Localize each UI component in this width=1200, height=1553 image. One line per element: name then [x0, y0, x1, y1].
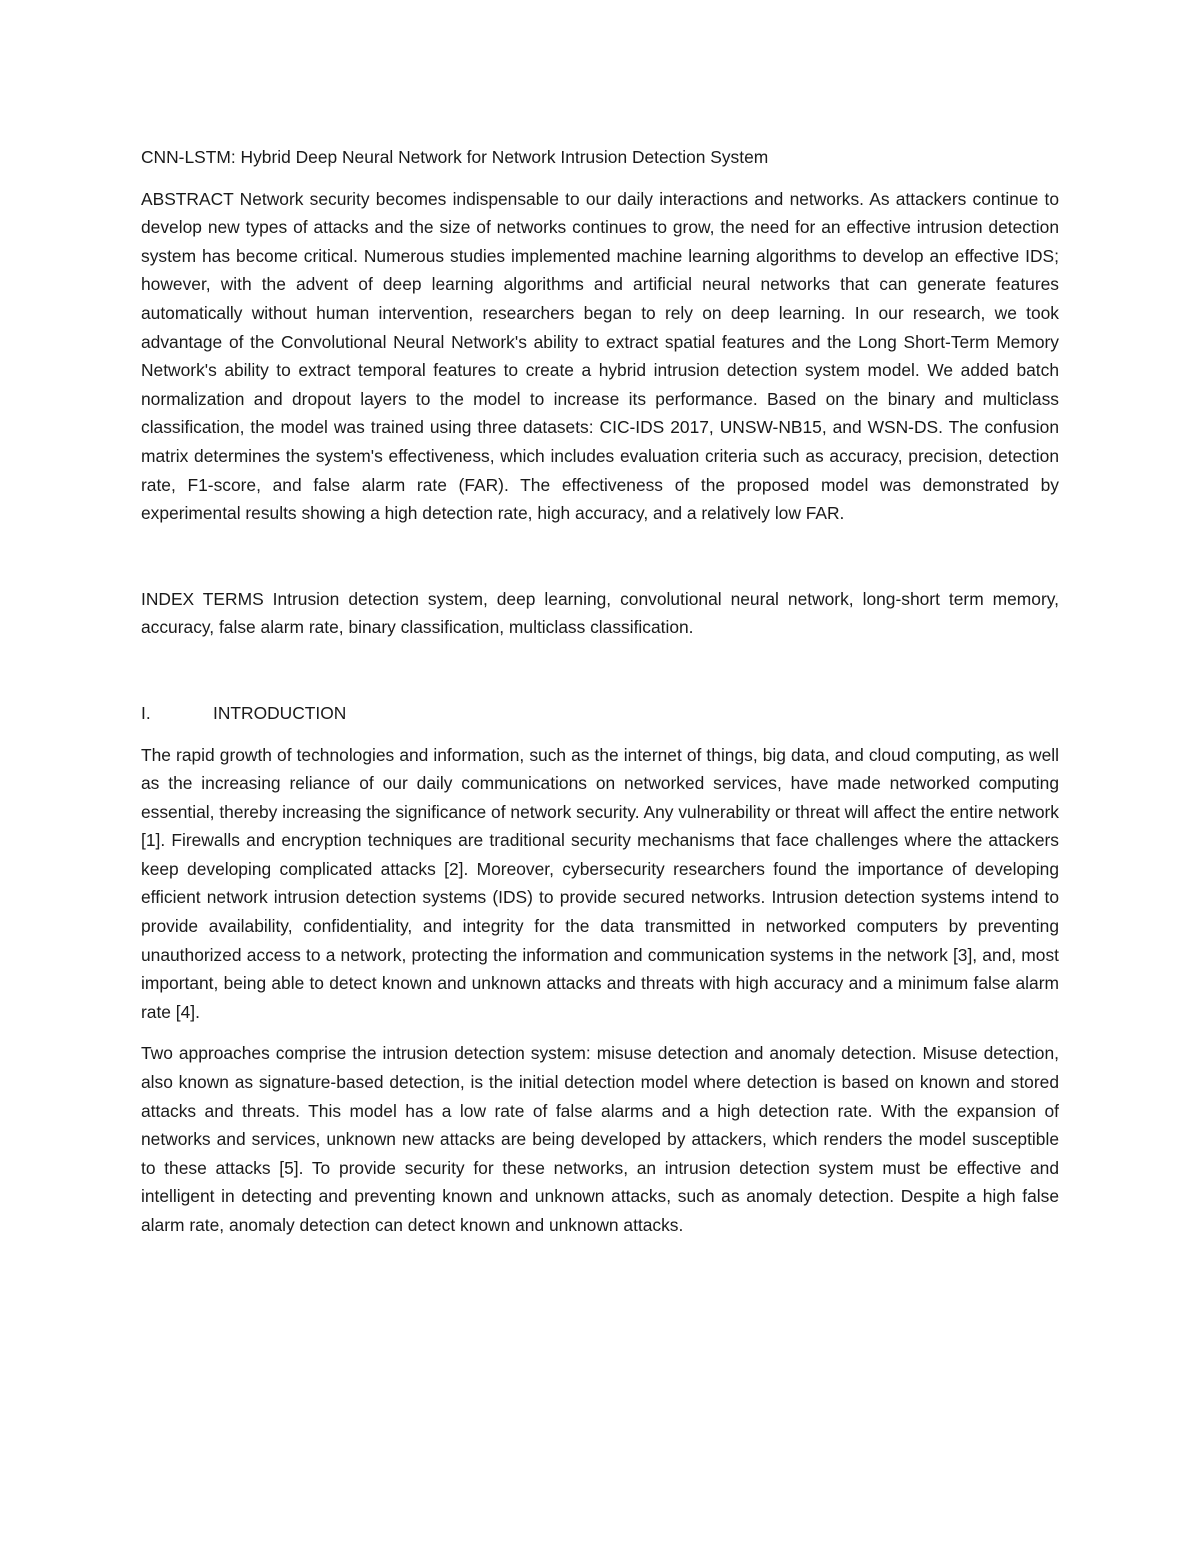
- page-content: [141, 143, 1059, 1240]
- intro-paragraph-2: Two approaches comprise the intrusion detection system: misuse detection and anomaly detection. Misuse detection, also known as signature-based detection, is the initial detection model where detection is based on known and stored attacks and threats. This model has a low rate of false alarms and a high detection rate. With the expansion of networks and services, unknown new attacks are being developed by attackers, which renders the model susceptible to these attacks [5]. To provide security for these networks, an intrusion detection system must be effective and intelligent in detecting and preventing known and unknown attacks, such as anomaly detection. Despite a high false alarm rate, anomaly detection can detect known and unknown attacks.: [141, 1043, 1059, 1235]
- paper-title: CNN-LSTM: Hybrid Deep Neural Network for Network Intrusion Detection System: [141, 147, 769, 167]
- abstract-paragraph: ABSTRACT Network security becomes indispensable to our daily interactions and networks. As attackers continue to develop new types of attacks and the size of networks continues to grow, the need for an effective intrusion detection system has become critical. Numerous studies implemented machine learning algorithms to develop an effective IDS; however, with the advent of deep learning algorithms and artificial neural networks that can generate features automatically without human intervention, researchers began to rely on deep learning. In our research, we took advantage of the Convolutional Neural Network's ability to extract spatial features and the Long Short-Term Memory Network's ability to extract temporal features to create a hybrid intrusion detection system model. We added batch normalization and dropout layers to the model to increase its performance. Based on the binary and multiclass classification, the model was trained using three datasets: CIC-IDS 2017, UNSW-NB15, and WSN-DS. The confusion matrix determines the system's effectiveness, which includes evaluation criteria such as accuracy, precision, detection rate, F1-score, and false alarm rate (FAR). The effectiveness of the proposed model was demonstrated by experimental results showing a high detection rate, high accuracy, and a relatively low FAR.: [141, 188, 1059, 524]
- section-title: INTRODUCTION: [213, 702, 347, 723]
- section-number: I.: [141, 702, 151, 723]
- section-heading-introduction: [141, 699, 1059, 728]
- intro-paragraph-1: The rapid growth of technologies and information, such as the internet of things, big data, and cloud computing, as well as the increasing reliance of our daily communications on networked services, have made networked computing essential, thereby increasing the significance of network security. Any vulnerability or threat will affect the entire network [1]. Firewalls and encryption techniques are traditional security mechanisms that face challenges where the attackers keep developing complicated attacks [2]. Moreover, cybersecurity researchers found the importance of developing efficient network intrusion detection systems (IDS) to provide secured networks. Intrusion detection systems intend to provide availability, confidentiality, and integrity for the data transmitted in networked computers by preventing unauthorized access to a network, protecting the information and communication systems in the network [3], and, most important, being able to detect known and unknown attacks and threats with high accuracy and a minimum false alarm rate [4].: [141, 744, 1059, 1022]
- index-terms-paragraph: INDEX TERMS Intrusion detection system, deep learning, convolutional neural network, long-short term memory, accuracy, false alarm rate, binary classification, multiclass classification.: [141, 588, 1059, 638]
